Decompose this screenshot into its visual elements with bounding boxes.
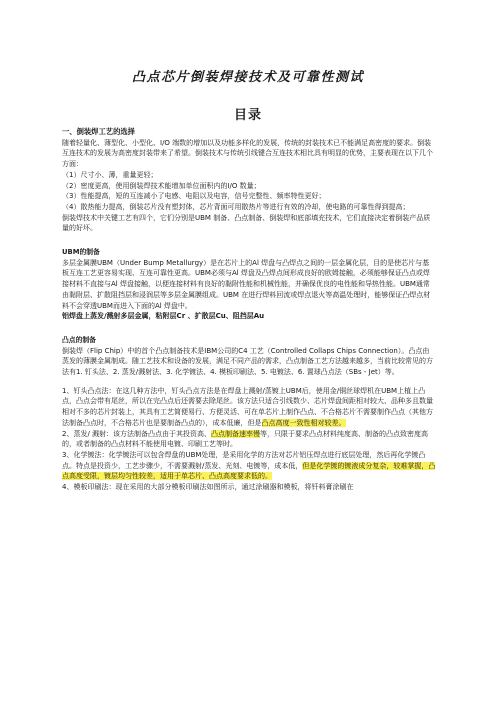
highlighted-text: 凸点高度一致性相对较差。 <box>261 418 346 427</box>
toc-heading: 目录 <box>233 108 262 123</box>
paragraph: 随着轻量化、薄型化、小型化、I/O 端数的增加以及功能多样化的发展，传统的封装技术已不能满足高密度的要求。倒装互连技术的发展为高密度封装带来了希望。倒装技术与传统引线键合互连技术相比具有明显的优势，主要表现在以下几个方面： <box>62 138 433 169</box>
highlighted-text: 但是化学镀的镀液成分复杂，较难掌握，凸点高度受限，镀层均匀性较差，适用于单芯片、凸点高度要求低的。 <box>62 461 436 481</box>
method-paragraph: 1、钉头凸点法：在这几种方法中，钉头凸点方法是在焊盘上溅射/蒸镀上UBM后，使用金/铜丝球焊机在UBM上植上凸点，凸点会带有尾丝，所以在完凸点后还需要去除尾丝。该方法只适合引线数少、芯片焊盘间距相对较大、品种多且数量相对不多的芯片封装上，其具有工艺简便易行、方便灵活、可在单芯片上制作凸点、不合格芯片不需要制作凸点（其他方法制备凸点时，不合格芯片也是要制备凸点的），成本低廉，但是凸点高度一致性相对较差。 <box>62 386 433 427</box>
paragraph: 倒装焊（Flip Chip）中的首个凸点制备技术是IBM公司的C4 工艺（Controlled Collaps Chips Connection）。凸点由蒸发的薄膜金属制成。随工艺技术和设备的发展，满足不同产品的需求，凸点制备工艺方法越来越多，当前比较常见的方法有1. 钉头法、2. 蒸发/溅射法、3. 化学镀法、4. 模板印刷法、5. 电镀法、6. 置球凸点法（SBs - Jet）等。 <box>62 346 433 377</box>
summary-line: 铝焊盘上蒸发/溅射多层金属，粘附层Cr 、扩散层Cu、阻挡层Au <box>62 312 265 321</box>
subsection-heading: 凸点的制备 <box>62 335 96 344</box>
method-paragraph: 2、蒸发/ 溅射：该方法制备凸点由于其投资高、凸点制备速率慢等，只限于要求凸点材料纯度高、制备的凸点致密度高的，或者制备的凸点材料不能使用电镀、印刷工艺等时。 <box>62 429 429 449</box>
method-paragraph: 3、化学镀法：化学镀法可以包含焊盘的UBM处理，是采用化学的方法对芯片铝压焊点进行底层处理，然后再化学镀凸点。特点是投资少，工艺步骤少，不需要溅射/蒸发、光刻、电镀等，成本低，但是化学镀的镀液成分复杂，较难掌握，凸点高度受限，镀层均匀性较差，适用于单芯片、凸点高度要求低的。 <box>62 450 436 481</box>
paragraph: 倒装焊技术中关键工艺有四个，它们分别是UBM 制备、凸点制备、倒装焊和底部填充技术，它们直接决定着倒装产品质量的好坏。 <box>62 213 431 233</box>
highlighted-text: 凸点制备速率慢 <box>211 429 261 438</box>
list-item: （4）散热能力提高，倒装芯片没有塑封体，芯片背面可用散热片等进行有效的冷却，使电路的可靠性得到提高； <box>62 202 410 211</box>
subsection-heading: UBM的制备 <box>62 248 100 257</box>
list-item: （1）尺寸小、薄，重量更轻； <box>62 170 158 179</box>
list-item: （2）密度更高，使用倒装焊技术能增加单位面积内的I/O 数量； <box>62 181 261 190</box>
document-title: 凸点芯片倒装焊接技术及可靠性测试 <box>131 70 364 85</box>
paragraph: 多层金属膜UBM（Under Bump Metallurgy）是在芯片上的Al 焊盘与凸焊点之间的一层金属化层，目的是使芯片与基板互连工艺更容易实现、互连可靠性更高。UBM必须与Al 焊盘及凸焊点间形成良好的欧姆接触，必须能够保证凸点或焊接材料不直接与Al 焊盘接触，以便连接材料有良好的黏附性能和机械性能，并确保优良的电性能和导热性能。UBM通常由黏附层、扩散阻挡层和浸润层等多层金属膜组成。UBM 在进行焊料回流或焊点退火等高温处理时，能够保证凸焊点材料不会穿透UBM而进入下面的Al 焊盘中。 <box>62 258 431 310</box>
section-heading: 一、倒装焊工艺的选择 <box>62 127 135 136</box>
method-paragraph: 4、模板印刷法：现在采用的大部分模板印刷法如图所示，通过涂刷器和模板，将钎料膏涂刷在 <box>62 483 354 492</box>
document-body <box>62 127 436 493</box>
list-item: （3）性能提高，短的互连减小了电感、电阻以及电容，信号完整性、频率特性更好； <box>62 192 326 201</box>
